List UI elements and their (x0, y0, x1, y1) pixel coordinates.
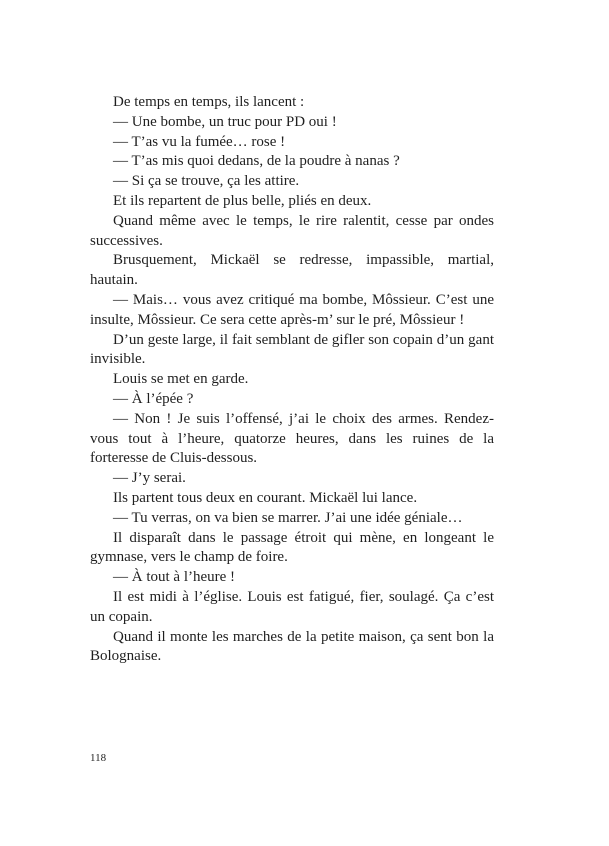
paragraph: Quand même avec le temps, le rire ralentit, cesse par ondes successives. (90, 212, 494, 249)
body-text (90, 93, 494, 667)
paragraph: — À tout à l’heure ! (113, 569, 236, 586)
paragraph: D’un geste large, il fait semblant de gifler son copain d’un gant invisible. (90, 331, 494, 368)
paragraph: — T’as vu la fumée… rose ! (113, 133, 286, 150)
paragraph: — Non ! Je suis l’offensé, j’ai le choix des armes. Rendez-vous tout à l’heure, quatorze heures, dans les ruines de la forteresse de Cluis-dessous. (90, 410, 494, 467)
paragraph: — À l’épée ? (113, 390, 194, 407)
paragraph: Il disparaît dans le passage étroit qui mène, en longeant le gymnase, vers le champ de foire. (90, 529, 494, 566)
paragraph: — Une bombe, un truc pour PD oui ! (113, 113, 337, 130)
paragraph: — Si ça se trouve, ça les attire. (113, 173, 300, 190)
paragraph: Quand il monte les marches de la petite maison, ça sent bon la Bolognaise. (90, 628, 494, 665)
paragraph: Et ils repartent de plus belle, pliés en deux. (113, 192, 372, 209)
paragraph: Ils partent tous deux en courant. Mickaël lui lance. (113, 489, 418, 506)
paragraph: — Tu verras, on va bien se marrer. J’ai une idée géniale… (113, 509, 463, 526)
page-number: 118 (90, 752, 107, 764)
paragraph: — Mais… vous avez critiqué ma bombe, Môssieur. C’est une insulte, Môssieur. Ce sera cette après-m’ sur le pré, Môssieur ! (90, 291, 494, 328)
paragraph: Il est midi à l’église. Louis est fatigué, fier, soulagé. Ça c’est un copain. (90, 588, 494, 625)
paragraph: Louis se met en garde. (113, 371, 249, 388)
paragraph: De temps en temps, ils lancent : (113, 94, 305, 110)
paragraph: Brusquement, Mickaël se redresse, impassible, martial, hautain. (90, 252, 494, 289)
paragraph: — J’y serai. (113, 470, 186, 487)
paragraph: — T’as mis quoi dedans, de la poudre à nanas ? (113, 153, 400, 170)
